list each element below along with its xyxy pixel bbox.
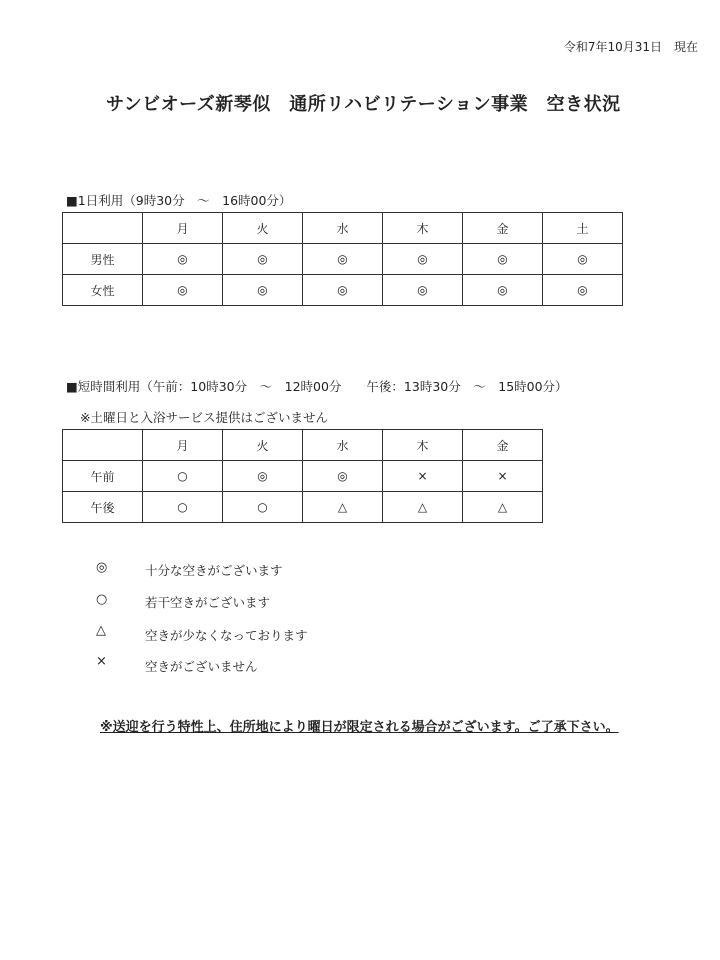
day-header: 月	[143, 213, 223, 244]
table-row	[63, 492, 543, 523]
corner-cell	[63, 430, 143, 461]
corner-cell	[63, 213, 143, 244]
short-time-heading: ■短時間利用（午前：10時30分 ～ 12時00分 午後：13時30分 ～ 15時00分）	[66, 379, 568, 394]
availability-cell: ○	[143, 492, 223, 523]
availability-cell: ◎	[143, 275, 223, 306]
availability-cell: ◎	[383, 244, 463, 275]
legend-text: 空きがございません	[145, 659, 258, 674]
row-label: 男性	[63, 244, 143, 275]
legend-symbol: ◎	[96, 560, 108, 575]
day-header: 火	[223, 213, 303, 244]
availability-cell: ◎	[303, 244, 383, 275]
availability-cell: ×	[383, 461, 463, 492]
legend-text: 若干空きがございます	[145, 595, 271, 610]
availability-cell: ◎	[383, 275, 463, 306]
availability-cell: ◎	[223, 275, 303, 306]
table-header-row	[63, 213, 623, 244]
availability-cell: ◎	[143, 244, 223, 275]
table-row	[63, 461, 543, 492]
day-header: 水	[303, 213, 383, 244]
table-row	[63, 244, 623, 275]
availability-cell: ×	[463, 461, 543, 492]
legend-symbol: ○	[96, 592, 108, 607]
availability-cell: △	[383, 492, 463, 523]
day-header: 木	[383, 213, 463, 244]
page-title: サンビオーズ新琴似 通所リハビリテーション事業 空き状況	[106, 94, 621, 115]
availability-cell: ◎	[303, 461, 383, 492]
table-row	[63, 275, 623, 306]
legend-symbol: △	[96, 623, 106, 638]
availability-cell: ○	[143, 461, 223, 492]
day-header: 金	[463, 213, 543, 244]
availability-cell: ◎	[543, 244, 623, 275]
availability-cell: ◎	[463, 244, 543, 275]
row-label: 女性	[63, 275, 143, 306]
table-header-row	[63, 430, 543, 461]
day-header: 火	[223, 430, 303, 461]
full-day-heading: ■1日利用（9時30分 ～ 16時00分）	[66, 193, 292, 208]
row-label: 午後	[63, 492, 143, 523]
day-header: 土	[543, 213, 623, 244]
availability-cell: △	[303, 492, 383, 523]
legend-symbol: ×	[96, 654, 107, 669]
as-of-date: 令和7年10月31日 現在	[563, 40, 698, 54]
short-time-subnote: ※土曜日と入浴サービス提供はございません	[80, 410, 328, 425]
day-header: 水	[303, 430, 383, 461]
short-time-table	[62, 429, 543, 523]
transport-note: ※送迎を行う特性上、住所地により曜日が限定される場合がございます。ご了承下さい。	[100, 720, 619, 735]
availability-cell: ◎	[543, 275, 623, 306]
availability-cell: ◎	[303, 275, 383, 306]
availability-cell: ○	[223, 492, 303, 523]
legend-text: 十分な空きがございます	[145, 563, 283, 578]
availability-cell: ◎	[223, 244, 303, 275]
availability-cell: △	[463, 492, 543, 523]
availability-cell: ◎	[223, 461, 303, 492]
availability-cell: ◎	[463, 275, 543, 306]
full-day-table	[62, 212, 623, 306]
day-header: 月	[143, 430, 223, 461]
day-header: 金	[463, 430, 543, 461]
row-label: 午前	[63, 461, 143, 492]
day-header: 木	[383, 430, 463, 461]
legend-text: 空きが少なくなっております	[145, 628, 308, 643]
